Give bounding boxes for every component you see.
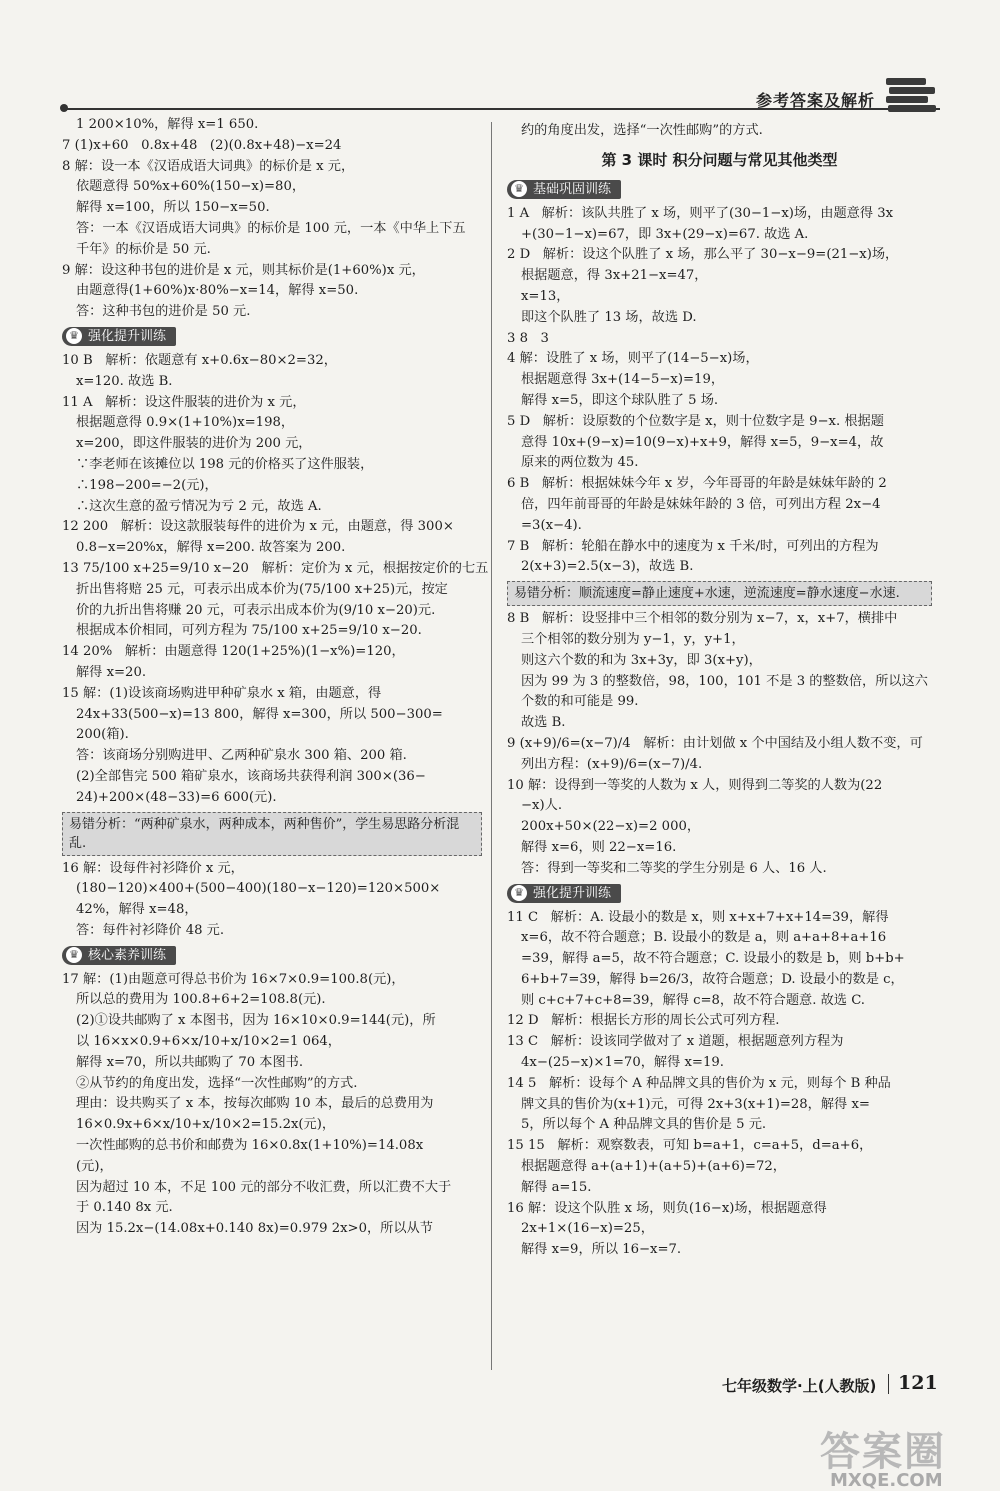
answer-line: (2)全部售完 500 箱矿泉水，该商场共获得利润 300×(36− — [76, 768, 426, 784]
answer-line: 5 D 解析：设原数的个位数字是 x，则十位数字是 9−x. 根据题 — [507, 413, 884, 429]
answer-line: 解得 x=5，即这个球队胜了 5 场. — [521, 392, 719, 408]
answer-line: 根据题意得 0.9×(1+10%)x=198， — [76, 415, 295, 431]
answer-line: 14 20% 解析：由题意得 120(1+25%)(1−x%)=120， — [62, 644, 405, 660]
answer-line: 所以总的费用为 100.8+6+2=108.8(元). — [76, 992, 326, 1008]
section-badge — [507, 180, 621, 199]
footer-separator — [888, 1374, 889, 1394]
answer-line: 解得 x=70，所以共邮购了 70 本图书. — [76, 1054, 304, 1070]
answer-line: 2(x+3)=2.5(x−3)，故选 B. — [521, 559, 694, 575]
answer-line: 原来的两位数为 45. — [521, 455, 639, 471]
answer-line: 11 C 解析：A. 设最小的数是 x，则 x+x+7+x+14=39，解得 — [507, 909, 889, 925]
answer-line: 因为超过 10 本，不足 100 元的部分不收汇费，所以汇费不大于 — [76, 1179, 452, 1195]
answer-line: ∵李老师在该摊位以 198 元的价格买了这件服装， — [76, 456, 374, 472]
answer-line: 4 解：设胜了 x 场，则平了(14−5−x)场， — [507, 351, 759, 367]
answer-line: ②从节约的角度出发，选择“一次性邮购”的方式. — [76, 1075, 358, 1091]
answer-line: 6+b+7=39，解得 b=26/3，故符合题意；D. 设最小的数是 c， — [521, 971, 904, 987]
answer-line: ∴198−200=−2(元)， — [76, 477, 218, 493]
crown-icon: ♛ — [511, 181, 527, 197]
answer-line: 答：得到一等奖和二等奖的学生分别是 6 人、16 人. — [521, 860, 827, 876]
answer-line: (元)， — [76, 1158, 113, 1174]
answer-line: 价的九折出售将赚 20 元，可表示出成本价为(9/10 x−20)元. — [76, 602, 436, 618]
answer-line: 根据题意得 3x+(14−5−x)=19， — [521, 372, 725, 388]
answer-line: 根据题意，得 3x+21−x=47， — [521, 268, 708, 284]
section-badge — [507, 884, 621, 903]
lesson-title: 第 3 课时 积分问题与常见其他类型 — [601, 150, 838, 169]
section-badge-label: 强化提升训练 — [533, 885, 612, 901]
answer-line: 42%，解得 x=48， — [76, 902, 198, 918]
answer-line: 8 B 解析：设竖排中三个相邻的数分别为 x−7，x，x+7，横排中 — [507, 611, 898, 627]
section-badge-label: 核心素养训练 — [88, 947, 167, 963]
answer-line: x=6，故不符合题意；B. 设最小的数是 a，则 a+a+8+a+16 — [521, 930, 887, 946]
answer-line: 千年》的标价是 50 元. — [76, 241, 211, 257]
answer-line: 14 5 解析：设每个 A 种品牌文具的售价为 x 元，则每个 B 种品 — [507, 1075, 891, 1091]
answer-line: 10 B 解析：依题意有 x+0.6x−80×2=32， — [62, 352, 337, 368]
answer-line: 8 解：设一本《汉语成语大词典》的标价是 x 元， — [62, 158, 355, 174]
section-badge-label: 强化提升训练 — [88, 328, 167, 344]
answer-line: 个数的和可能是 99. — [521, 694, 639, 710]
answer-line: 7 B 解析：轮船在静水中的速度为 x 千米/时，可列出的方程为 — [507, 538, 879, 554]
answer-line: 由题意得(1+60%)x·80%−x=14，解得 x=50. — [76, 283, 359, 299]
answer-line: 9 (x+9)/6=(x−7)/4 解析：由计划做 x 个中国结及小组人数不变，可 — [507, 735, 923, 751]
answer-line: 200(箱). — [76, 727, 129, 743]
answer-line: +(30−1−x)=67，即 3x+(29−x)=67. 故选 A. — [521, 226, 809, 242]
answer-line: 解得 a=15. — [521, 1179, 592, 1195]
answer-line: 答：每件衬衫降价 48 元. — [76, 922, 225, 938]
answer-line: 牌文具的售价为(x+1)元，可得 2x+3(x+1)=28，解得 x= — [521, 1096, 870, 1112]
answer-line: 于 0.140 8x 元. — [76, 1200, 173, 1216]
answer-line: (180−120)×400+(500−400)(180−x−120)=120×500× — [76, 881, 441, 897]
section-badge — [62, 327, 176, 346]
answer-line: 倍，四年前哥哥的年龄是妹妹年龄的 3 倍，可列出方程 2x−4 — [521, 496, 881, 512]
section-header — [507, 177, 932, 205]
answer-line: 6 B 解析：根据妹妹今年 x 岁，今年哥哥的年龄是妹妹年龄的 2 — [507, 476, 887, 492]
answer-line: 24)+200×(48−33)=6 600(元). — [76, 789, 277, 805]
answer-line: 13 75/100 x+25=9/10 x−20 解析：定价为 x 元，根据按定价的七五 — [62, 560, 489, 576]
answer-line: 答：该商场分别购进甲、乙两种矿泉水 300 箱、200 箱. — [76, 748, 407, 764]
answer-line: 三个相邻的数分别为 y−1，y，y+1， — [521, 631, 745, 647]
answer-line: 理由：设共购买了 x 本，按每次邮购 10 本，最后的总费用为 — [76, 1096, 434, 1112]
section-header — [62, 324, 482, 352]
answer-line: =39，解得 a=5，故不符合题意；C. 设最小的数是 b，则 b+b+ — [521, 951, 905, 967]
answer-line: 12 200 解析：设这款服装每件的进价为 x 元，由题意，得 300× — [62, 519, 454, 535]
crown-icon: ♛ — [511, 885, 527, 901]
answer-line: 12 D 解析：根据长方形的周长公式可列方程. — [507, 1013, 780, 1029]
answer-line: 2x+1×(16−x)=25， — [521, 1221, 654, 1237]
answer-line: 约的角度出发，选择“一次性邮购”的方式. — [521, 123, 763, 138]
left-column — [62, 116, 489, 1241]
answer-line: 17 解：(1)由题意可得总书价为 16×7×0.9=100.8(元)， — [62, 971, 405, 987]
answer-line: 7 (1)x+60 0.8x+48 (2)(0.8x+48)−x=24 — [62, 137, 342, 153]
answer-line: 根据题意得 a+(a+1)+(a+5)+(a+6)=72， — [521, 1159, 786, 1175]
answer-line: 解得 x=100，所以 150−x=50. — [76, 200, 270, 216]
answer-line: 0.8−x=20%x，解得 x=200. 故答案为 200. — [76, 540, 346, 556]
answer-line: 解得 x=20. — [76, 664, 147, 680]
watermark-url: MXQE.COM — [830, 1470, 943, 1491]
answer-line: 则 c+c+7+c+8=39，解得 c=8，故不符合题意. 故选 C. — [521, 992, 866, 1008]
answer-line: 根据成本价相同，可列方程为 75/100 x+25=9/10 x−20. — [76, 623, 422, 639]
answer-line: 因为 99 为 3 的整数倍，98，100，101 不是 3 的整数倍，所以这六 — [521, 673, 928, 689]
answer-line: 15 15 解析：观察数表，可知 b=a+1，c=a+5，d=a+6， — [507, 1138, 873, 1154]
crown-icon: ♛ — [66, 328, 82, 344]
column-divider — [491, 122, 492, 1370]
section-header — [62, 943, 482, 971]
answer-line: 则这六个数的和为 3x+3y，即 3(x+y)， — [521, 652, 762, 668]
answer-line: 答：一本《汉语成语大词典》的标价是 100 元，一本《中华上下五 — [76, 220, 466, 236]
answer-line: 4x−(25−x)×1=70，解得 x=19. — [521, 1055, 724, 1071]
answer-line: 24x+33(500−x)=13 800，解得 x=300，所以 500−300= — [76, 706, 443, 722]
answer-line: 列出方程：(x+9)/6=(x−7)/4. — [521, 756, 703, 772]
error-analysis-note: 易错分析：顺流速度=静止速度+水速，逆流速度=静水速度−水速. — [507, 581, 932, 606]
answer-line: 依题意得 50%x+60%(150−x)=80， — [76, 179, 306, 195]
answer-line: 故选 B. — [521, 715, 566, 731]
books-icon — [886, 76, 936, 112]
answer-line: 即这个队胜了 13 场，故选 D. — [521, 309, 697, 325]
answer-line: x=13， — [521, 288, 570, 304]
answer-line: ∴这次生意的盈亏情况为亏 2 元，故选 A. — [76, 498, 322, 514]
right-column — [507, 122, 932, 1262]
answer-line: 10 解：设得到一等奖的人数为 x 人，则得到二等奖的人数为(22 — [507, 777, 883, 793]
answer-line: x=120. 故选 B. — [76, 373, 173, 389]
answer-line: 11 A 解析：设这件服装的进价为 x 元， — [62, 394, 306, 410]
answer-line: 9 解：设这种书包的进价是 x 元，则其标价是(1+60%)x 元， — [62, 262, 425, 278]
answer-line: 因为 15.2x−(14.08x+0.140 8x)=0.979 2x>0，所以从节 — [76, 1221, 433, 1237]
error-analysis-note: 易错分析：“两种矿泉水，两种成本，两种售价”，学生易思路分析混乱. — [62, 812, 482, 856]
answer-line: 折出售将赔 25 元，可表示出成本价为(75/100 x+25)元，按定 — [76, 581, 448, 597]
answer-line: 15 解：(1)设该商场购进甲种矿泉水 x 箱，由题意，得 — [62, 685, 382, 701]
answer-line: 16 解：设这个队胜 x 场，则负(16−x)场，根据题意得 — [507, 1200, 827, 1216]
answer-line: 3 8 3 — [507, 330, 549, 346]
answer-line: 16×0.9x+6×x/10+x/10×2=15.2x(元)， — [76, 1117, 336, 1133]
answer-line: 意得 10x+(9−x)=10(9−x)+x+9，解得 x=5，9−x=4，故 — [521, 434, 884, 450]
answer-line: =3(x−4). — [521, 517, 582, 533]
answer-line: 以 16×x×0.9+6×x/10+x/10×2=1 064， — [76, 1034, 341, 1050]
answer-line: 2 D 解析：设这个队胜了 x 场，那么平了 30−x−9=(21−x)场， — [507, 247, 899, 263]
header-title: 参考答案及解析 — [756, 91, 876, 110]
page-number: 121 — [898, 1372, 938, 1394]
answer-line: 13 C 解析：设该同学做对了 x 道题，根据题意列方程为 — [507, 1034, 844, 1050]
footer-grade: 七年级数学·上(人教版) — [722, 1377, 877, 1395]
answer-line: x=200，即这件服装的进价为 200 元， — [76, 436, 312, 452]
section-header — [507, 881, 932, 909]
section-badge-label: 基础巩固训练 — [533, 181, 612, 197]
crown-icon: ♛ — [66, 947, 82, 963]
answer-line: (2)①设共邮购了 x 本图书，因为 16×10×0.9=144(元)，所 — [76, 1013, 436, 1029]
watermark: 答案圈 — [820, 1429, 946, 1475]
answer-line: 200x+50×(22−x)=2 000， — [521, 819, 701, 835]
answer-line: 1 A 解析：该队共胜了 x 场，则平了(30−1−x)场，由题意得 3x — [507, 205, 894, 221]
answer-line: 5，所以每个 A 种品牌文具的售价是 5 元. — [521, 1117, 767, 1133]
section-badge — [62, 946, 176, 965]
answer-line: 解得 x=9，所以 16−x=7. — [521, 1242, 682, 1258]
answer-line: 解得 x=6，则 22−x=16. — [521, 839, 677, 855]
answer-line: −x)人. — [521, 798, 563, 814]
answer-line: 答：这种书包的进价是 50 元. — [76, 304, 251, 320]
answer-line: 16 解：设每件衬衫降价 x 元， — [62, 860, 244, 876]
answer-line: 一次性邮购的总书价和邮费为 16×0.8x(1+10%)=14.08x — [76, 1138, 424, 1154]
answer-line: 1 200×10%，解得 x=1 650. — [76, 117, 259, 132]
